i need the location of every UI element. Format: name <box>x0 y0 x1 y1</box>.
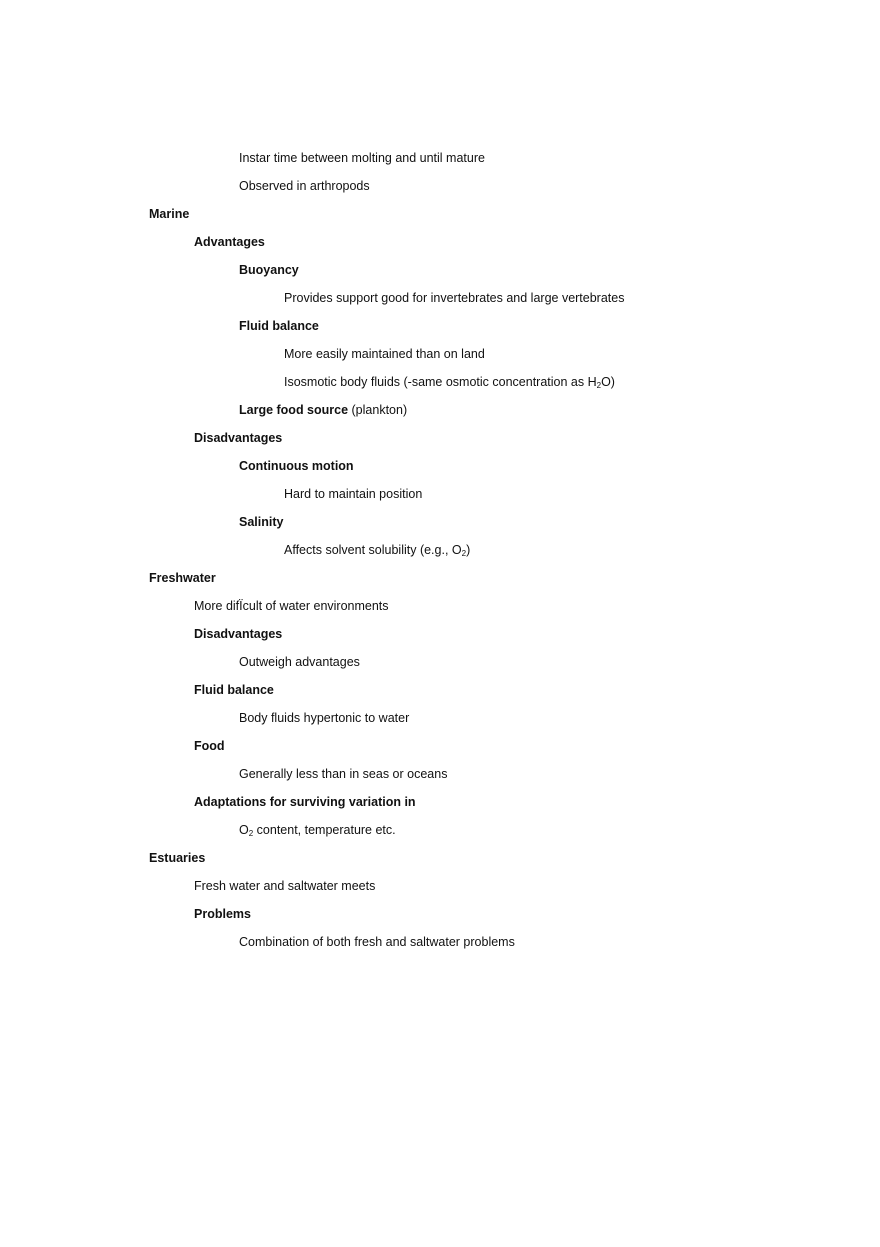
outline-text: ) <box>466 543 471 557</box>
outline-text: Estuaries <box>149 851 206 865</box>
outline-text: Problems <box>194 907 251 921</box>
outline-text: Food <box>194 739 225 753</box>
outline-item <box>0 288 880 316</box>
outline-item <box>0 764 880 792</box>
outline-text: Instar time between molting and until mature <box>239 151 485 165</box>
outline-text: Isosmotic body fluids (-same osmotic concentration as H <box>284 375 597 389</box>
outline-text: O) <box>601 375 615 389</box>
outline-item <box>0 484 880 512</box>
outline-item <box>0 932 880 960</box>
outline-text: Adaptations for surviving variation in <box>194 795 416 809</box>
outline-heading-disadvantages <box>0 428 880 456</box>
outline-item <box>0 344 880 372</box>
outline-heading-continuous-motion <box>0 456 880 484</box>
outline-text: More easily maintained than on land <box>284 347 485 361</box>
outline-text: Buoyancy <box>239 263 299 277</box>
outline-text: Body fluids hypertonic to water <box>239 711 410 725</box>
outline-heading-buoyancy <box>0 260 880 288</box>
outline-text: (plankton) <box>348 403 408 417</box>
outline-heading-fluid-balance <box>0 316 880 344</box>
outline-heading-marine <box>0 204 880 232</box>
outline-text: O <box>239 823 249 837</box>
outline-text: Salinity <box>239 515 284 529</box>
outline-item <box>0 372 880 400</box>
outline-text: Fluid balance <box>194 683 274 697</box>
outline-text: Advantages <box>194 235 265 249</box>
outline-text: Disadvantages <box>194 627 283 641</box>
outline-bold-text: Large food source <box>239 403 349 417</box>
outline-heading-estuaries <box>0 848 880 876</box>
subscript: 2 <box>461 549 467 558</box>
outline-heading-problems <box>0 904 880 932</box>
outline <box>0 148 880 960</box>
outline-item <box>0 540 880 568</box>
outline-text: Affects solvent solubility (e.g., O <box>284 543 462 557</box>
outline-heading-disadvantages <box>0 624 880 652</box>
outline-text: Hard to maintain position <box>284 487 423 501</box>
outline-heading-food <box>0 736 880 764</box>
outline-heading-fluid-balance <box>0 680 880 708</box>
outline-text: Fluid balance <box>239 319 319 333</box>
outline-text: Marine <box>149 207 190 221</box>
outline-text: Outweigh advantages <box>239 655 360 669</box>
outline-item <box>0 176 880 204</box>
outline-heading-adaptations <box>0 792 880 820</box>
outline-text: More difÏcult of water environments <box>194 599 389 613</box>
outline-text: Provides support good for invertebrates and large vertebrates <box>284 291 625 305</box>
outline-text: Generally less than in seas or oceans <box>239 767 448 781</box>
outline-text: Freshwater <box>149 571 216 585</box>
subscript: 2 <box>596 381 602 390</box>
outline-item <box>0 876 880 904</box>
outline-item <box>0 596 880 624</box>
outline-text: Disadvantages <box>194 431 283 445</box>
outline-text: Combination of both fresh and saltwater problems <box>239 935 515 949</box>
outline-heading-advantages <box>0 232 880 260</box>
outline-item <box>0 148 880 176</box>
outline-text: Fresh water and saltwater meets <box>194 879 376 893</box>
outline-item <box>0 820 880 848</box>
outline-text: Observed in arthropods <box>239 179 370 193</box>
outline-text: Continuous motion <box>239 459 354 473</box>
outline-heading-salinity <box>0 512 880 540</box>
outline-item <box>0 708 880 736</box>
outline-item <box>0 400 880 428</box>
subscript: 2 <box>248 829 254 838</box>
outline-item <box>0 652 880 680</box>
outline-heading-freshwater <box>0 568 880 596</box>
outline-text: content, temperature etc. <box>253 823 396 837</box>
